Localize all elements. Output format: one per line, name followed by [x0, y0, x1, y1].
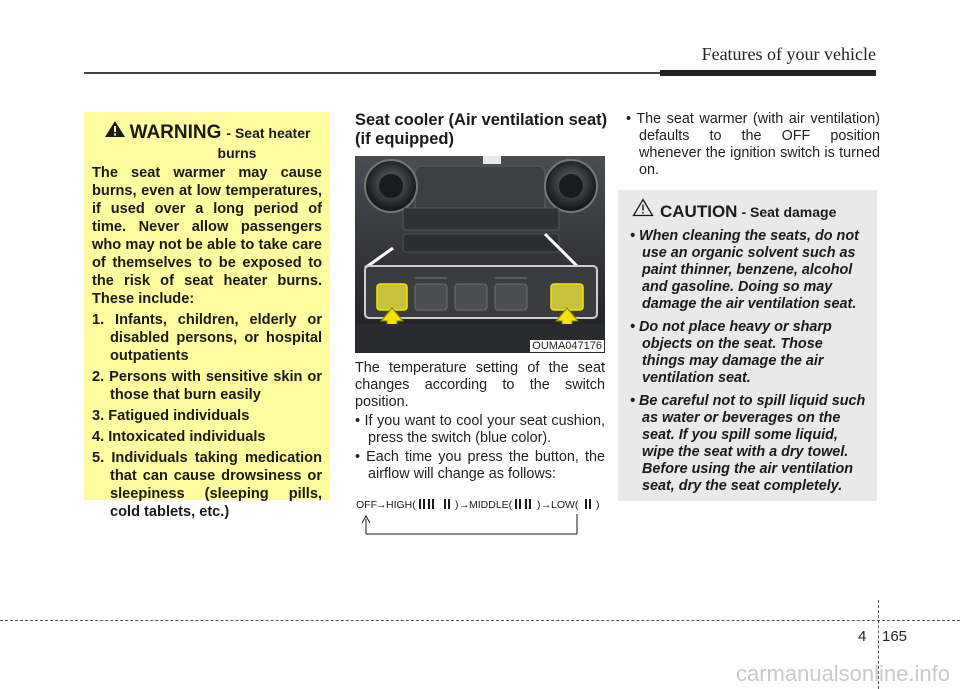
section-title-line: Seat cooler (Air ventilation seat) — [355, 111, 608, 129]
warning-list-item: 3. Fatigued individuals — [92, 408, 250, 424]
bullet-item: • Each time you press the button, the airflow will change as follows: — [355, 449, 605, 482]
warning-list-item: 4. Intoxicated individuals — [92, 429, 266, 445]
warning-subtitle: - Seat heater — [226, 125, 311, 141]
caution-heading — [630, 198, 867, 222]
caution-list-item: • Be careful not to spill liquid such as water or beverages on the seat. If you spill some liquid, wipe the seat with a dry towel. Before using the air ventilation seat, dry the seat completely. — [630, 393, 866, 494]
warning-box — [84, 112, 330, 520]
caution-triangle-icon — [632, 198, 654, 217]
cycle-arrow: → — [459, 499, 470, 511]
cycle-close: ) — [537, 499, 541, 511]
caution-box — [618, 190, 877, 501]
body-paragraph: The temperature setting of the seat changes according to the switch position. — [355, 360, 605, 410]
warning-list-item: 2. Persons with sensitive skin or those that burn easily — [92, 369, 322, 403]
warning-list-item: 5. Individuals taking medication that can cause drowsiness or sleepiness (sleeping pills, cold tablets, etc.) — [92, 450, 322, 520]
warning-subtitle-cont: burns — [217, 145, 257, 161]
cycle-close: ) — [455, 499, 459, 511]
cycle-label-off: OFF — [356, 499, 377, 511]
cycle-close: ) — [596, 499, 600, 511]
page-number: 165 — [882, 628, 908, 645]
airflow-level-icon — [515, 499, 531, 509]
warning-title: WARNING — [129, 122, 222, 143]
warning-list-item: 1. Infants, children, elderly or disabled persons, or hospital outpatients — [92, 312, 322, 364]
warning-list — [92, 311, 322, 521]
caution-subtitle: - Seat damage — [741, 204, 837, 220]
chapter-number: 4 — [858, 628, 867, 645]
cycle-return-arrow — [362, 514, 577, 534]
airflow-level-icon — [419, 499, 450, 509]
cycle-label-low: LOW( — [551, 499, 579, 511]
caution-title: CAUTION — [660, 202, 738, 221]
section-title-line: (if equipped) — [355, 130, 454, 148]
page-header-title: Features of your vehicle — [701, 44, 876, 64]
airflow-level-icon — [585, 499, 591, 509]
section-title — [355, 111, 610, 149]
footer-rule — [0, 620, 960, 621]
bullet-item: • The seat warmer (with air ventilation) defaults to the OFF position whenever the ignition switch is turned on. — [626, 111, 880, 178]
header-rule-accent — [660, 70, 876, 76]
warning-triangle-icon — [104, 120, 126, 138]
cycle-label-middle: MIDDLE( — [469, 499, 513, 511]
caution-list-item: • Do not place heavy or sharp objects on the seat. Those things may damage the air ventilation seat. — [630, 319, 832, 386]
cycle-label-high: HIGH( — [386, 499, 416, 511]
console-switch-photo — [355, 156, 605, 353]
cycle-arrow: → — [541, 499, 552, 511]
caution-list — [630, 228, 867, 495]
airflow-cycle-diagram — [356, 496, 606, 542]
warning-heading — [92, 120, 322, 144]
photo-caption: OUMA047176 — [532, 340, 602, 352]
cycle-arrow: → — [376, 499, 387, 511]
watermark: carmanualsonline.info — [735, 661, 950, 686]
warning-text: The seat warmer may cause burns, even at low temperatures, if used over a long period of time. Never allow passengers who may not be able to take care of themselves to be exposed to the risk of seat heater burns. These include: — [92, 165, 322, 307]
caution-list-item: • When cleaning the seats, do not use an organic solvent such as paint thinner, benzene, alcohol and gasoline. Doing so may damage the air ventilation seat. — [630, 228, 859, 312]
console-illustration — [355, 156, 605, 353]
bullet-item: • If you want to cool your seat cushion, press the switch (blue color). — [355, 413, 605, 446]
